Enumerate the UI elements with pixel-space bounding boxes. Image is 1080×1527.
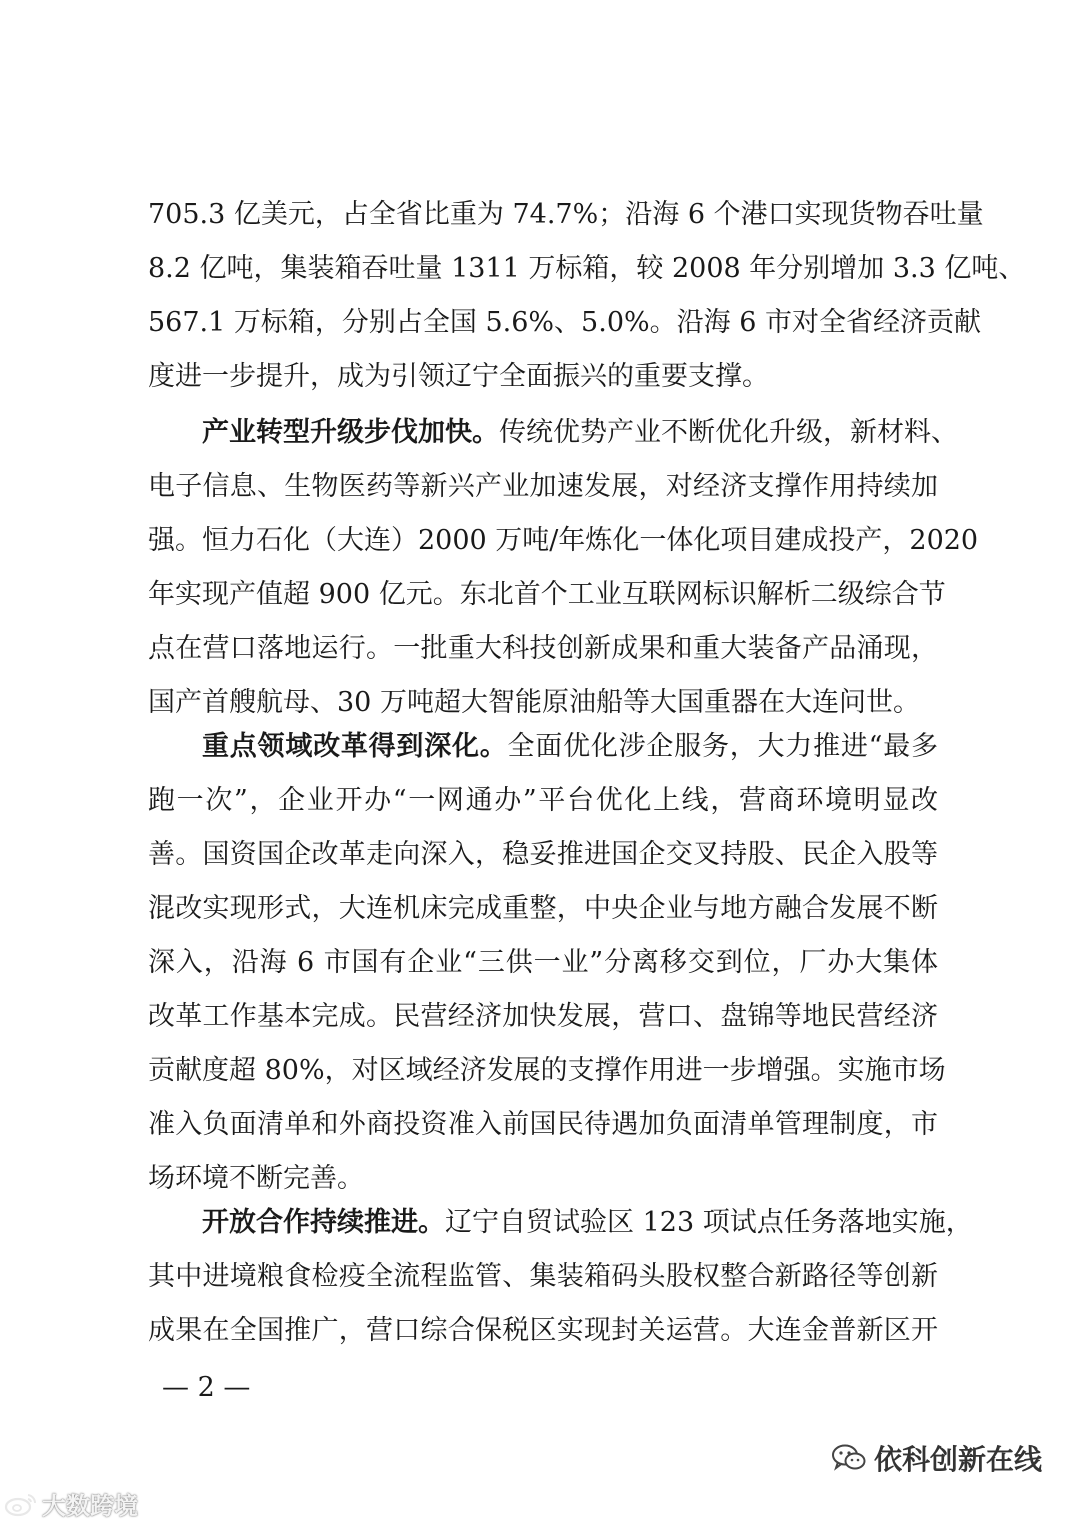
paragraph-line: 改革工作基本完成。民营经济加快发展，营口、盘锦等地民营经济	[148, 1001, 938, 1032]
paragraph-line: 其中进境粮食检疫全流程监管、集装箱码头股权整合新路径等创新	[148, 1261, 938, 1292]
paragraph-line: 度进一步提升，成为引领辽宁全面振兴的重要支撑。	[148, 361, 769, 392]
paragraph-heading: 开放合作持续推进。	[202, 1207, 445, 1238]
paragraph-2	[148, 406, 979, 730]
paragraph-line: 准入负面清单和外商投资准入前国民待遇加负面清单管理制度，市	[148, 1109, 938, 1140]
paragraph-first-line	[148, 1196, 973, 1250]
paragraph-line: 混改实现形式，大连机床完成重整，中央企业与地方融合发展不断	[148, 893, 938, 924]
paragraph-heading: 重点领域改革得到深化。	[202, 731, 508, 762]
page-number: — 2 —	[162, 1372, 251, 1403]
paragraph-line: 强。恒力石化（大连）2000 万吨/年炼化一体化项目建成投产，2020	[148, 525, 979, 556]
paragraph-line: 年实现产值超 900 亿元。东北首个工业互联网标识解析二级综合节	[148, 579, 946, 610]
paragraph-line: 电子信息、生物医药等新兴产业加速发展，对经济支撑作用持续加	[148, 471, 938, 502]
paragraph-line: 567.1 万标箱，分别占全国 5.6%、5.0%。沿海 6 市对全省经济贡献	[148, 307, 981, 338]
paragraph-heading: 产业转型升级步伐加快。	[202, 417, 499, 448]
paragraph-1	[148, 188, 1026, 404]
paragraph-line: 点在营口落地运行。一批重大科技创新成果和重大装备产品涌现，	[148, 633, 938, 664]
paragraph-first-line	[148, 720, 938, 774]
paragraph-line: 国产首艘航母、30 万吨超大智能原油船等大国重器在大连问世。	[148, 687, 920, 718]
paragraph-line: 场环境不断完善。	[148, 1163, 364, 1194]
paragraph-3	[148, 720, 946, 1206]
paragraph-first-line	[148, 406, 958, 460]
weibo-watermark	[4, 1486, 138, 1521]
wechat-watermark-text: 依科创新在线	[873, 1443, 1042, 1476]
paragraph-line: 深入，沿海 6 市国有企业“三供一业”分离移交到位，厂办大集体	[148, 947, 938, 978]
paragraph-line: 跑一次”，企业开办“一网通办”平台优化上线，营商环境明显改	[148, 785, 938, 816]
weibo-icon	[4, 1491, 38, 1517]
wechat-watermark	[832, 1438, 1042, 1478]
paragraph-line-text: 传统优势产业不断优化升级，新材料、	[499, 417, 958, 448]
paragraph-line: 705.3 亿美元，占全省比重为 74.7%；沿海 6 个港口实现货物吞吐量	[148, 199, 984, 230]
paragraph-line: 8.2 亿吨，集装箱吞吐量 1311 万标箱，较 2008 年分别增加 3.3 亿吨、	[148, 253, 1026, 284]
paragraph-line-text: 全面优化涉企服务，大力推进“最多	[507, 731, 938, 762]
paragraph-line-text: 辽宁自贸试验区 123 项试点任务落地实施，	[445, 1207, 973, 1238]
wechat-icon	[832, 1444, 866, 1472]
weibo-watermark-text: 大数跨境	[42, 1492, 138, 1520]
paragraph-line: 善。国资国企改革走向深入，稳妥推进国企交叉持股、民企入股等	[148, 839, 938, 870]
paragraph-line: 成果在全国推广，营口综合保税区实现封关运营。大连金普新区开	[148, 1315, 938, 1346]
paragraph-line: 贡献度超 80%，对区域经济发展的支撑作用进一步增强。实施市场	[148, 1055, 946, 1086]
paragraph-4	[148, 1196, 973, 1358]
